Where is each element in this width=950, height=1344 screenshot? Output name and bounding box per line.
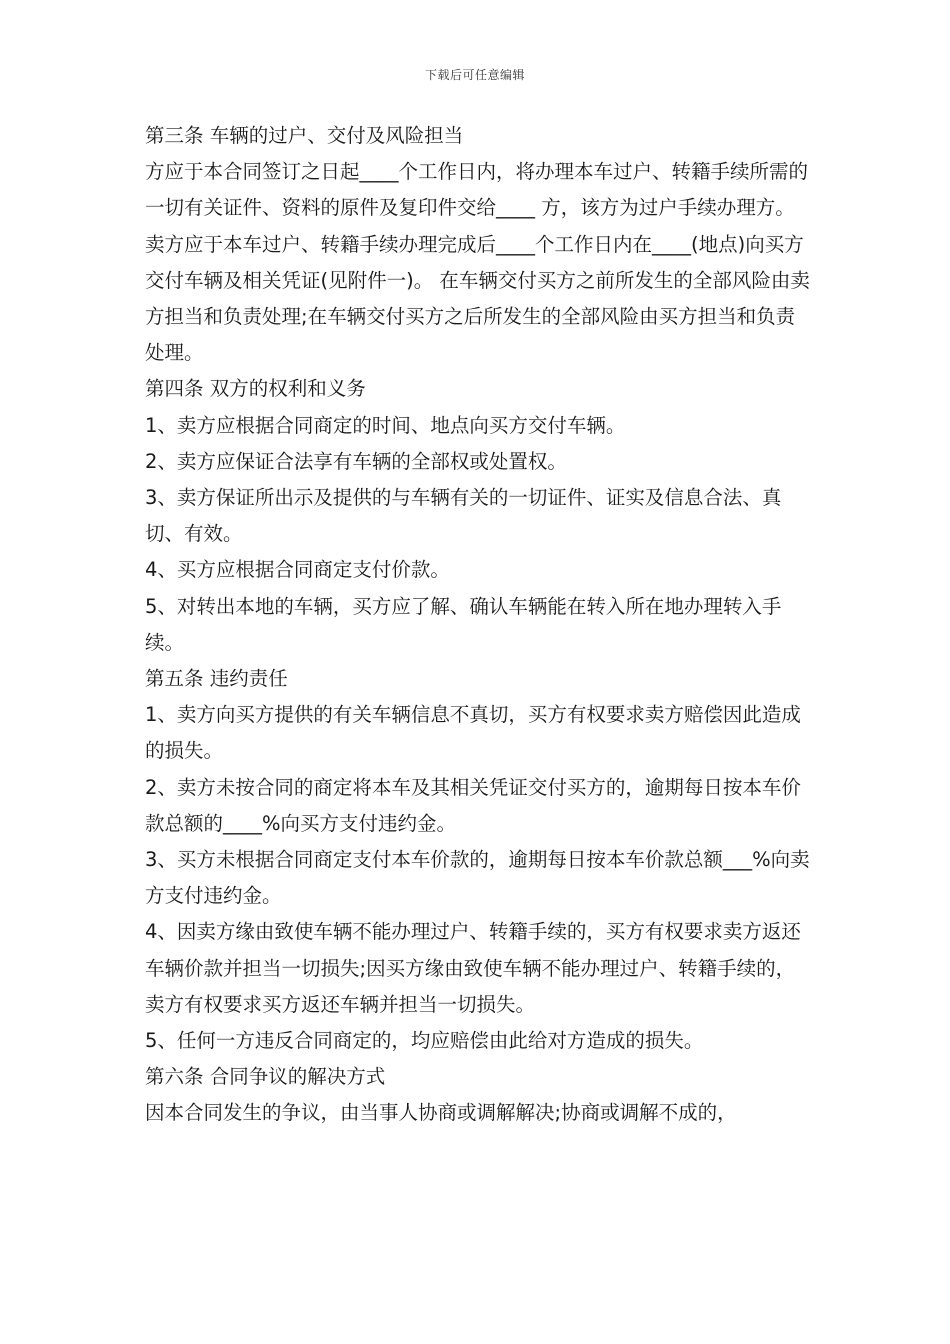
list-item-liability-2: 2、卖方未按合同的商定将本车及其相关凭证交付买方的，逾期每日按本车价款总额的____%向买方支付违约金。 — [145, 775, 801, 835]
list-item-rights-5: 5、对转出本地的车辆，买方应了解、确认车辆能在转入所在地办理转入手续。 — [145, 594, 782, 654]
list-item-rights-1: 1、卖方应根据合同商定的时间、地点向买方交付车辆。 — [145, 413, 626, 437]
list-item-rights-3: 3、卖方保证所出示及提供的与车辆有关的一切证件、证实及信息合法、真切、有效。 — [145, 486, 782, 546]
paragraph-delivery-risk: 卖方应于本车过户、转籍手续办理完成后____个工作日内在____(地点)向买方交付车辆及相关凭证(见附件一)。 在车辆交付买方之前所发生的全部风险由卖方担当和负责处理;在车辆交付买方之后所发生的全部风险由买方担当和负责处理。 — [145, 232, 810, 365]
page-header-note: 下载后可任意编辑 — [424, 68, 525, 82]
section-heading-article-3: 第三条 车辆的过户、交付及风险担当 — [145, 124, 464, 147]
paragraph-transfer-documents: 方应于本合同签订之日起____个工作日内，将办理本车过户、转籍手续所需的一切有关证件、资料的原件及复印件交给____ 方，该方为过户手续办理方。 — [145, 160, 809, 220]
list-item-rights-2: 2、卖方应保证合法享有车辆的全部权或处置权。 — [145, 449, 567, 473]
list-item-liability-1: 1、卖方向买方提供的有关车辆信息不真切，买方有权要求卖方赔偿因此造成的损失。 — [145, 703, 801, 763]
paragraph-dispute-resolution: 因本合同发生的争议，由当事人协商或调解解决;协商或调解不成的， — [145, 1101, 737, 1125]
document-body — [145, 118, 810, 1132]
list-item-liability-4: 4、因卖方缘由致使车辆不能办理过户、转籍手续的，买方有权要求卖方返还车辆价款并担当一切损失;因买方缘由致使车辆不能办理过户、转籍手续的，卖方有权要求买方返还车辆并担当一切损失。 — [145, 920, 801, 1016]
list-item-liability-3: 3、买方未根据合同商定支付本车价款的，逾期每日按本车价款总额___%向卖方支付违约金。 — [145, 848, 810, 908]
list-item-rights-4: 4、买方应根据合同商定支付价款。 — [145, 558, 450, 582]
section-heading-article-6: 第六条 合同争议的解决方式 — [145, 1065, 386, 1089]
section-heading-article-5: 第五条 违约责任 — [145, 667, 288, 691]
list-item-liability-5: 5、任何一方违反合同商定的，均应赔偿由此给对方造成的损失。 — [145, 1029, 704, 1053]
section-heading-article-4: 第四条 双方的权利和义务 — [145, 377, 366, 401]
